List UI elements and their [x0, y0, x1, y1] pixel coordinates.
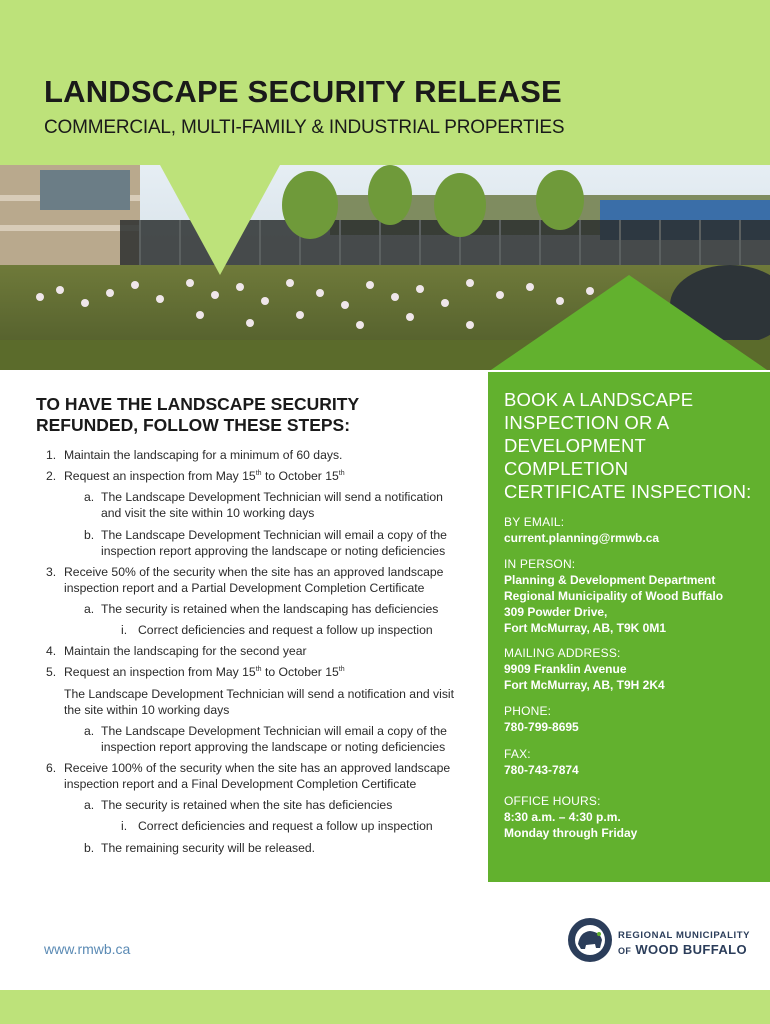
step-3a-text: The security is retained when the landscaping has deficiencies	[101, 602, 439, 616]
fax-label: FAX:	[504, 747, 531, 761]
step-2-text-a: Request an inspection from May 15	[64, 469, 256, 483]
step-1-text: Maintain the landscaping for a minimum of 60 days.	[64, 448, 343, 462]
step-2a-number: a.	[84, 490, 95, 504]
office-hours-label: OFFICE HOURS:	[504, 794, 601, 808]
step-3-line2: inspection report and a Partial Development Completion Certificate	[64, 581, 425, 595]
step-6-line2: inspection report and a Final Development Completion Certificate	[64, 777, 417, 791]
step-6ai-number: i.	[121, 819, 128, 833]
step-4-text: Maintain the landscaping for the second year	[64, 644, 307, 658]
step-2-sup1: th	[255, 469, 262, 477]
step-2-text-b: to October 15	[261, 469, 339, 483]
steps-heading-line1: TO HAVE THE LANDSCAPE SECURITY	[36, 394, 360, 414]
step-2b-text	[101, 527, 471, 559]
step-5-paragraph-line1: The Landscape Development Technician will send a notification and visit	[64, 687, 455, 701]
step-6a-number: a.	[84, 798, 95, 812]
step-5-text-a: Request an inspection from May 15	[64, 665, 256, 679]
mailing-label: MAILING ADDRESS:	[504, 646, 621, 660]
logo-text-of: OF	[618, 946, 632, 956]
mailing-address	[504, 661, 665, 693]
logo-text-line1: REGIONAL MUNICIPALITY	[618, 930, 751, 941]
phone-label: PHONE:	[504, 704, 552, 718]
in-person-address	[504, 572, 723, 636]
step-3ai-text: Correct deficiencies and request a follow up inspection	[138, 623, 433, 637]
email-link[interactable]: current.planning@rmwb.ca	[504, 531, 660, 545]
mailing-line1: 9909 Franklin Avenue	[504, 662, 627, 676]
step-2-number: 2.	[46, 469, 57, 483]
step-5a-text	[101, 723, 471, 755]
office-hours	[504, 809, 637, 841]
in-person-line4: Fort McMurray, AB, T9K 0M1	[504, 621, 667, 635]
logo-text-wood-buffalo: WOOD BUFFALO	[635, 942, 748, 957]
book-heading-line1: BOOK A LANDSCAPE	[504, 389, 694, 410]
step-6b-text: The remaining security will be released.	[101, 841, 316, 855]
step-5a-line1: The Landscape Development Technician will email a copy of the	[101, 724, 447, 738]
in-person-line2: Regional Municipality of Wood Buffalo	[504, 589, 724, 603]
mailing-line2: Fort McMurray, AB, T9H 2K4	[504, 678, 665, 692]
office-hours-line1: 8:30 a.m. – 4:30 p.m.	[504, 810, 621, 824]
step-5-text	[64, 664, 345, 680]
step-2b-line1: The Landscape Development Technician will email a copy of the	[101, 528, 447, 542]
fax-number: 780-743-7874	[504, 763, 579, 777]
step-2a-text	[101, 489, 471, 521]
step-5a-number: a.	[84, 724, 95, 738]
step-3-text	[64, 564, 474, 596]
step-3-number: 3.	[46, 565, 57, 579]
step-2a-line1: The Landscape Development Technician will send a notification	[101, 490, 443, 504]
step-2b-number: b.	[84, 528, 95, 542]
step-2a-line2: and visit the site within 10 working days	[101, 506, 315, 520]
in-person-line3: 309 Powder Drive,	[504, 605, 608, 619]
step-6-line1: Receive 100% of the security when the site has an approved landscape	[64, 761, 451, 775]
step-6-text	[64, 760, 474, 792]
step-5-sup1: th	[255, 665, 262, 673]
step-2b-line2: inspection report approving the landscape or noting deficiencies	[101, 544, 446, 558]
steps-heading	[36, 394, 476, 436]
steps-heading-line2: REFUNDED, FOLLOW THESE STEPS:	[36, 415, 351, 435]
book-heading-line2: INSPECTION OR A	[504, 412, 670, 433]
book-heading-line5: CERTIFICATE INSPECTION:	[504, 481, 752, 502]
book-heading-line3: DEVELOPMENT	[504, 435, 647, 456]
step-3ai-number: i.	[121, 623, 128, 637]
step-3-line1: Receive 50% of the security when the site has an approved landscape	[64, 565, 444, 579]
in-person-line1: Planning & Development Department	[504, 573, 716, 587]
logo-text-line2	[618, 942, 747, 957]
in-person-label: IN PERSON:	[504, 557, 576, 571]
footer-band	[0, 990, 770, 1024]
book-heading-line4: COMPLETION	[504, 458, 629, 479]
step-6-number: 6.	[46, 761, 57, 775]
email-label: BY EMAIL:	[504, 515, 565, 529]
step-3a-number: a.	[84, 602, 95, 616]
bison-emblem-icon	[566, 914, 616, 966]
page-subtitle: COMMERCIAL, MULTI-FAMILY & INDUSTRIAL PROPERTIES	[44, 117, 565, 138]
step-1-number: 1.	[46, 448, 57, 462]
step-2-sup2: th	[338, 469, 345, 477]
step-2-text	[64, 468, 345, 484]
phone-number[interactable]: 780-799-8695	[504, 720, 579, 734]
step-5-sup2: th	[338, 665, 345, 673]
step-5-number: 5.	[46, 665, 57, 679]
book-inspection-heading	[504, 388, 764, 503]
landscape-photo	[0, 165, 770, 370]
step-4-number: 4.	[46, 644, 57, 658]
page-title: LANDSCAPE SECURITY RELEASE	[44, 74, 562, 109]
website-link[interactable]: www.rmwb.ca	[44, 941, 131, 957]
step-6a-text: The security is retained when the site has deficiencies	[101, 798, 393, 812]
step-5-paragraph-line2: the site within 10 working days	[64, 703, 230, 717]
step-5-paragraph-text	[64, 686, 484, 718]
office-hours-line2: Monday through Friday	[504, 826, 638, 840]
step-6b-number: b.	[84, 841, 95, 855]
step-6ai-text: Correct deficiencies and request a follow up inspection	[138, 819, 433, 833]
step-5-text-b: to October 15	[261, 665, 339, 679]
step-5a-line2: inspection report approving the landscape or noting deficiencies	[101, 740, 446, 754]
